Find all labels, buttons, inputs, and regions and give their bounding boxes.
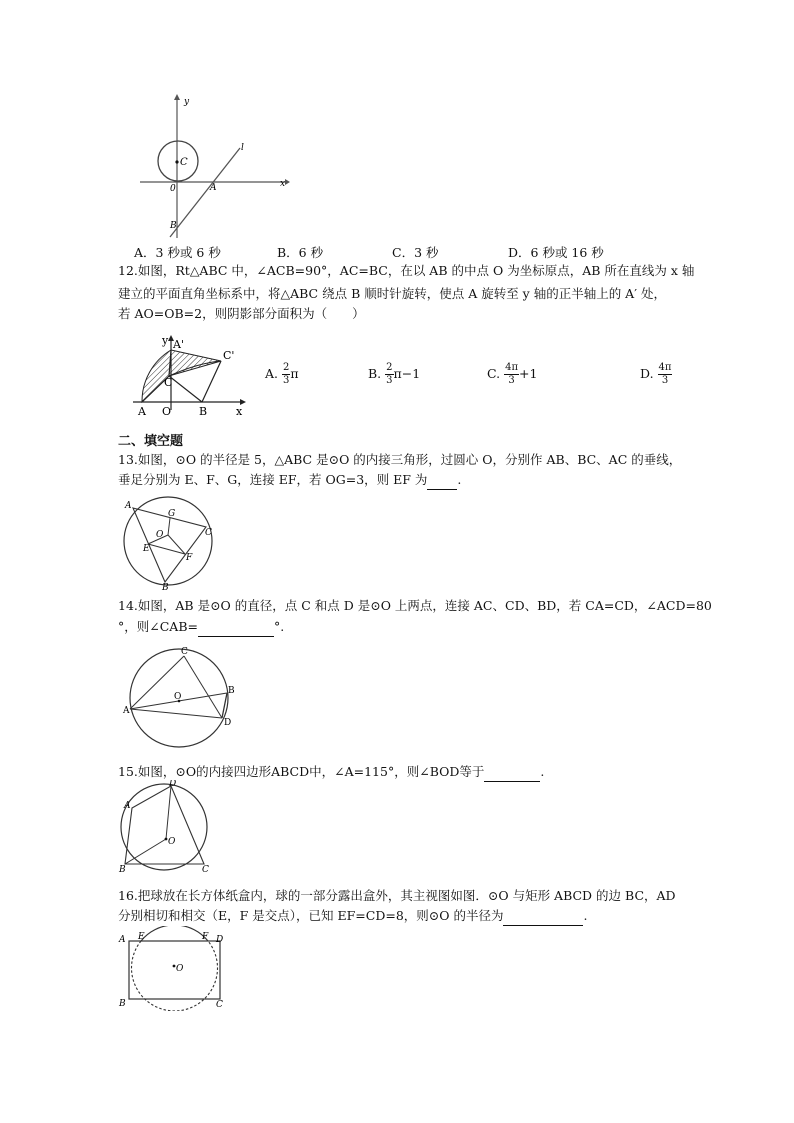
q12-option-b-suffix: π−1	[393, 366, 421, 381]
q16-rectangle-abcd	[129, 941, 220, 999]
q11-label-x: x	[280, 179, 286, 189]
q11-label-b: B	[170, 221, 177, 231]
q13-question-text: 垂足分别为 E、F、G，连接 EF，若 OG=3，则 EF 为	[118, 472, 428, 487]
q15-center-o-dot	[165, 838, 168, 841]
q14-label-c: C	[181, 647, 188, 657]
q11-y-arrow	[174, 94, 180, 100]
q14-chord-ad	[130, 709, 222, 718]
q15-circle-o	[121, 784, 207, 870]
q16-circle-arc-inside	[132, 941, 218, 1011]
q14-question-line-2	[118, 617, 284, 637]
q15-segment-ob	[125, 839, 166, 864]
q12-label-a: A	[138, 405, 146, 418]
q12-option-d[interactable]	[640, 362, 672, 387]
q13-label-o: O	[156, 530, 164, 540]
q16-label-e: E	[138, 932, 145, 942]
q14-chord-bd	[222, 693, 227, 718]
q16-label-o: O	[176, 964, 184, 974]
q11-option-d[interactable]: D．6 秒或 16 秒	[508, 245, 604, 260]
q12-option-b[interactable]	[368, 362, 420, 387]
q14-label-a: A	[123, 706, 130, 716]
q11-x-arrow	[285, 179, 290, 185]
q12-option-c-numerator: 4π	[505, 362, 519, 373]
q13-question-line-1: 13.如图，⊙O 的半径是 5，△ABC 是⊙O 的内接三角形，过圆心 O，分别作 AB、BC、AC 的垂线，	[118, 452, 682, 467]
q11-center-c-dot	[175, 160, 178, 163]
q12-option-a-numerator: 2	[283, 362, 290, 373]
q12-option-c-denominator: 3	[508, 375, 515, 386]
q12-option-c[interactable]	[487, 362, 537, 387]
q12-option-b-denominator: 3	[386, 375, 393, 386]
q11-label-l: l	[241, 143, 244, 153]
q12-option-d-fraction	[658, 362, 673, 387]
q16-question-line-2	[118, 906, 587, 926]
q16-center-o-dot	[173, 965, 176, 968]
q14-chord-cd	[184, 656, 222, 718]
q15-label-o: O	[168, 837, 176, 847]
q16-label-a: A	[119, 935, 126, 945]
q15-figure	[116, 780, 216, 875]
q13-label-f: F	[186, 553, 193, 563]
q13-label-a: A	[125, 501, 132, 511]
q12-option-a-suffix: π	[290, 366, 299, 381]
q13-label-b: B	[162, 583, 169, 590]
q12-side-cb	[169, 376, 202, 402]
q15-question-text: 15.如图，⊙O的内接四边形ABCD中，∠A=115°，则∠BOD等于	[118, 764, 485, 779]
q15-label-d: D	[169, 780, 177, 789]
q12-label-a-prime: A'	[173, 338, 184, 351]
q13-segment-og	[168, 518, 170, 535]
q12-option-c-fraction	[504, 362, 519, 387]
q12-option-c-prefix: C.	[487, 366, 501, 381]
q12-question-line-3: 若 AO=OB=2，则阴影部分面积为（ ）	[118, 306, 365, 321]
q16-question-text: 分别相切和相交（E，F 是交点），已知 EF=CD=8，则⊙O 的半径为	[118, 908, 504, 923]
q16-label-f: F	[202, 932, 209, 942]
q15-period: .	[540, 764, 545, 779]
q12-figure	[128, 330, 253, 420]
q13-segment-ef	[148, 544, 185, 554]
q11-figure	[130, 92, 300, 242]
q11-label-c: C	[180, 157, 188, 168]
q12-option-c-suffix: +1	[519, 366, 538, 381]
q12-question-line-2: 建立的平面直角坐标系中，将△ABC 绕点 B 顺时针旋转，使点 A 旋转至 y 轴的正半轴上的 A′ 处，	[118, 286, 667, 301]
q14-answer-blank[interactable]	[198, 622, 274, 637]
q14-question-line-1: 14.如图，AB 是⊙O 的直径，点 C 和点 D 是⊙O 上两点，连接 AC、CD、BD，若 CA=CD，∠ACD=80	[118, 598, 712, 613]
q12-option-b-prefix: B.	[368, 366, 382, 381]
q12-option-d-numerator: 4π	[658, 362, 672, 373]
q14-label-o: O	[174, 692, 182, 702]
q15-label-a: A	[124, 801, 131, 811]
q11-label-y: y	[184, 97, 190, 107]
q12-option-b-fraction	[385, 362, 393, 387]
q13-period: .	[457, 472, 462, 487]
q13-label-c: C	[205, 528, 212, 538]
q13-figure	[118, 495, 228, 590]
q12-side-c-prime-b	[202, 361, 221, 402]
q16-label-d: D	[216, 935, 224, 945]
q14-degree-end: °.	[273, 619, 285, 634]
q12-option-a[interactable]	[265, 362, 299, 387]
q15-quadrilateral-abcd	[125, 786, 204, 864]
q12-label-y: y	[162, 334, 169, 347]
q14-figure	[118, 645, 248, 750]
q16-answer-blank[interactable]	[503, 911, 583, 926]
q13-question-line-2	[118, 470, 461, 490]
q11-label-o: 0	[170, 184, 176, 194]
q12-label-x: x	[236, 405, 243, 418]
q16-question-line-1: 16.把球放在长方体纸盒内，球的一部分露出盒外，其主视图如图．⊙O 与矩形 ABCD 的边 BC，AD	[118, 888, 676, 903]
q16-period: .	[583, 908, 588, 923]
q12-question-line-1: 12.如图，Rt△ABC 中，∠ACB=90°，AC=BC，在以 AB 的中点 O 为坐标原点，AB 所在直线为 x 轴	[118, 263, 695, 278]
q14-label-d: D	[224, 718, 232, 728]
q11-option-a[interactable]: A．3 秒或 6 秒	[134, 245, 221, 260]
q13-label-e: E	[143, 544, 150, 554]
q13-segment-of	[168, 535, 185, 554]
q14-label-b: B	[228, 686, 235, 696]
q16-label-b: B	[119, 999, 126, 1009]
q12-option-d-denominator: 3	[661, 375, 669, 386]
q13-answer-blank[interactable]	[427, 475, 457, 490]
q11-option-c[interactable]: C．3 秒	[392, 245, 439, 260]
section-2-title: 二、填空题	[118, 434, 184, 449]
q12-label-c: C	[164, 376, 173, 389]
q16-figure	[116, 926, 236, 1011]
q15-question-line-1	[118, 762, 544, 782]
q15-segment-od	[166, 786, 171, 839]
q12-option-a-prefix: A.	[265, 366, 279, 381]
q15-label-c: C	[202, 865, 209, 875]
q16-label-c: C	[216, 1000, 223, 1010]
q12-label-c-prime: C'	[223, 349, 235, 362]
q16-circle-arc-outside	[141, 926, 208, 941]
q12-option-b-numerator: 2	[386, 362, 393, 373]
q13-label-g: G	[168, 509, 176, 519]
q15-label-b: B	[119, 865, 126, 875]
q12-label-b: B	[199, 405, 208, 418]
q15-answer-blank[interactable]	[484, 767, 540, 782]
q12-label-o: O	[162, 405, 172, 418]
q11-label-a: A	[210, 183, 217, 193]
q11-option-b[interactable]: B．6 秒	[277, 245, 324, 260]
q14-question-text: °，则∠CAB=	[118, 619, 198, 634]
q12-option-a-denominator: 3	[283, 375, 290, 386]
q12-option-d-prefix: D.	[640, 366, 654, 381]
